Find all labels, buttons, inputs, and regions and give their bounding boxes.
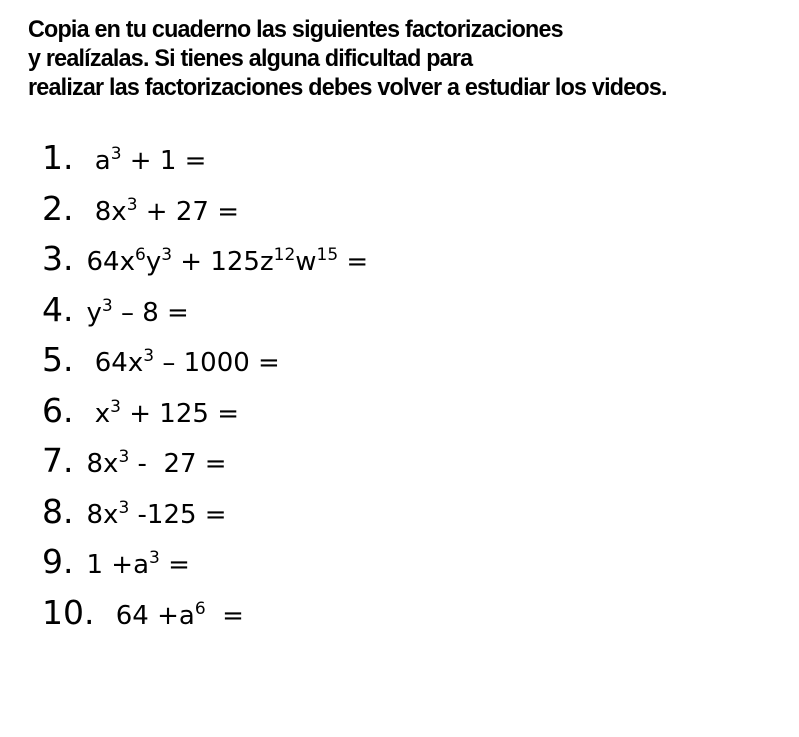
exercise-number: 8. (42, 491, 74, 531)
exponent: 6 (134, 245, 146, 265)
exercise-item-5 (42, 335, 368, 386)
exercise-expression: $64x^6y^3 + 125z^{12}w^{15}$ = (86, 245, 369, 277)
exponent: 3 (110, 144, 122, 164)
exponent: 3 (110, 396, 121, 417)
exercise-expression: $a^3 + 1$ = (86, 144, 207, 176)
exercise-item-2 (42, 184, 368, 235)
exponent: 3 (101, 295, 113, 316)
exercise-item-10 (42, 588, 368, 639)
exercise-number: 5. (42, 340, 74, 379)
exercise-expression: $8x^3 + 27$ = (86, 194, 239, 227)
exponent: 3 (143, 346, 155, 366)
exercise-number: 7. (42, 441, 74, 480)
exercise-item-6 (42, 386, 368, 437)
exercise-expression: $8x^3 - 27$ = (86, 447, 227, 479)
exercise-item-8 (42, 487, 368, 538)
exponent: 3 (118, 447, 130, 467)
exercise-number: 10. (42, 592, 95, 632)
exercise-number: 3. (42, 239, 74, 278)
exercise-item-4 (42, 285, 368, 336)
exponent: 15 (316, 245, 339, 265)
exercise-number: 1. (42, 138, 74, 177)
exponent: 3 (149, 548, 160, 568)
exercise-number: 9. (42, 542, 74, 581)
instructions-line-3: realizar las factorizaciones debes volver a estudiar los videos. (28, 74, 667, 101)
exercise-expression: $x^3 + 125$ = (86, 396, 239, 429)
instructions-line-1: Copia en tu cuaderno las siguientes factorizaciones (28, 16, 563, 43)
exercise-item-3 (42, 234, 368, 285)
exercise-expression: $64x^3 - 1000$ = (86, 346, 280, 378)
exponent: 3 (118, 497, 130, 518)
exercise-list (42, 133, 368, 638)
instructions-line-2: y realízalas. Si tienes alguna dificultad para (28, 45, 473, 72)
exponent: 3 (161, 245, 173, 265)
exponent: 6 (194, 598, 206, 619)
exercise-number: 4. (42, 289, 74, 329)
exercise-expression: $8x^3$ -125 = (86, 497, 227, 530)
exercise-number: 6. (42, 390, 74, 430)
exercise-expression: $1 +a^3$ = (86, 548, 190, 580)
exercise-expression: $y^3 - 8$ = (86, 295, 189, 328)
exponent: 12 (273, 245, 296, 265)
exercise-expression: $64 +a^6$ = (107, 598, 244, 631)
exercise-number: 2. (42, 188, 74, 228)
exercise-item-9 (42, 537, 368, 588)
exercise-item-1 (42, 133, 368, 184)
exponent: 3 (126, 194, 138, 215)
instructions-paragraph (28, 15, 667, 102)
exercise-item-7 (42, 436, 368, 487)
